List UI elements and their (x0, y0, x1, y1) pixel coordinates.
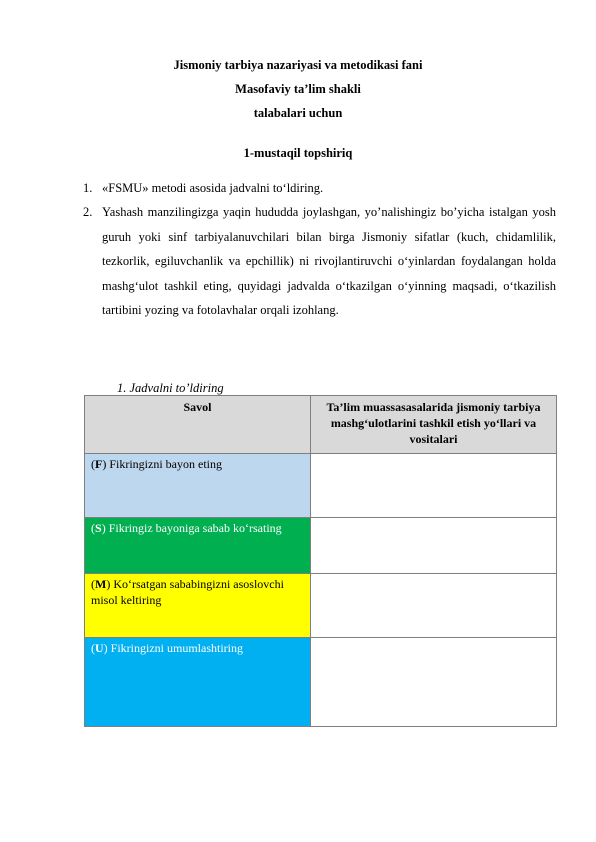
task-text: «FSMU» metodi asosida jadvalni to‘ldiring. (102, 181, 324, 195)
table-row (85, 518, 557, 574)
answer-cell[interactable] (311, 638, 557, 727)
fsmu-letter: S (95, 521, 102, 535)
table-header-row (85, 396, 557, 454)
fsmu-prompt: Fikringiz bayoniga sabab ko‘rsating (105, 521, 282, 535)
task-number: 2. (83, 205, 93, 220)
fsmu-letter: M (95, 577, 107, 591)
table-row (85, 454, 557, 518)
task-text: Yashash manzilingizga yaqin hududda joylashgan, yo’nalishingiz bo’yicha istalgan yosh guruh yoki sinf tarbiyalanuvchilari bilan birga Jismoniy sifatlar (kuch, chidamlilik, tezkorlik, egiluvchanlik va epchillik) ni rivojlantiruvchi o‘yinlardan foydalangan holda mashg‘ulot tashkil eting, quyidagi jadvalda o‘tkazilgan o‘yinning maqsadi, o‘tkazilish tartibini yozing va fotolavhalar orqali izohlang. (102, 205, 556, 318)
header-question: Savol (85, 396, 311, 454)
fsmu-prompt: Ko‘rsatgan sababingizni asoslovchi misol keltiring (91, 577, 284, 607)
fsmu-table (84, 395, 557, 727)
answer-cell[interactable] (311, 454, 557, 518)
fsmu-letter: U (95, 641, 104, 655)
task-list (84, 176, 556, 322)
task-item (84, 176, 556, 200)
assignment-title: 1-mustaqil topshiriq (243, 146, 353, 160)
fsmu-cell-s: (S) Fikringiz bayoniga sabab ko‘rsating (85, 518, 311, 574)
table-row (85, 638, 557, 727)
task-item (84, 200, 556, 322)
document-subtitle: Masofaviy ta’lim shakli (235, 82, 361, 96)
answer-cell[interactable] (311, 518, 557, 574)
header-topic: Ta’lim muassasasalarida jismoniy tarbiya mashg‘ulotlarini tashkil etish yo‘llari va vositalari (311, 396, 557, 454)
answer-cell[interactable] (311, 574, 557, 638)
fsmu-letter: F (95, 457, 103, 471)
task-number: 1. (83, 181, 93, 195)
fsmu-prompt: Fikringizni bayon eting (106, 457, 222, 471)
fsmu-cell-u: (U) Fikringizni umumlashtiring (85, 638, 311, 727)
table-caption: 1. Jadvalni to’ldiring (117, 381, 224, 395)
fsmu-cell-m: (M) Ko‘rsatgan sababingizni asoslovchi misol keltiring (85, 574, 311, 638)
table-row (85, 574, 557, 638)
document-audience: talabalari uchun (253, 106, 343, 120)
document-title: Jismoniy tarbiya nazariyasi va metodikasi fani (173, 58, 423, 72)
fsmu-prompt: Fikringizni umumlashtiring (107, 641, 243, 655)
fsmu-cell-f: (F) Fikringizni bayon eting (85, 454, 311, 518)
